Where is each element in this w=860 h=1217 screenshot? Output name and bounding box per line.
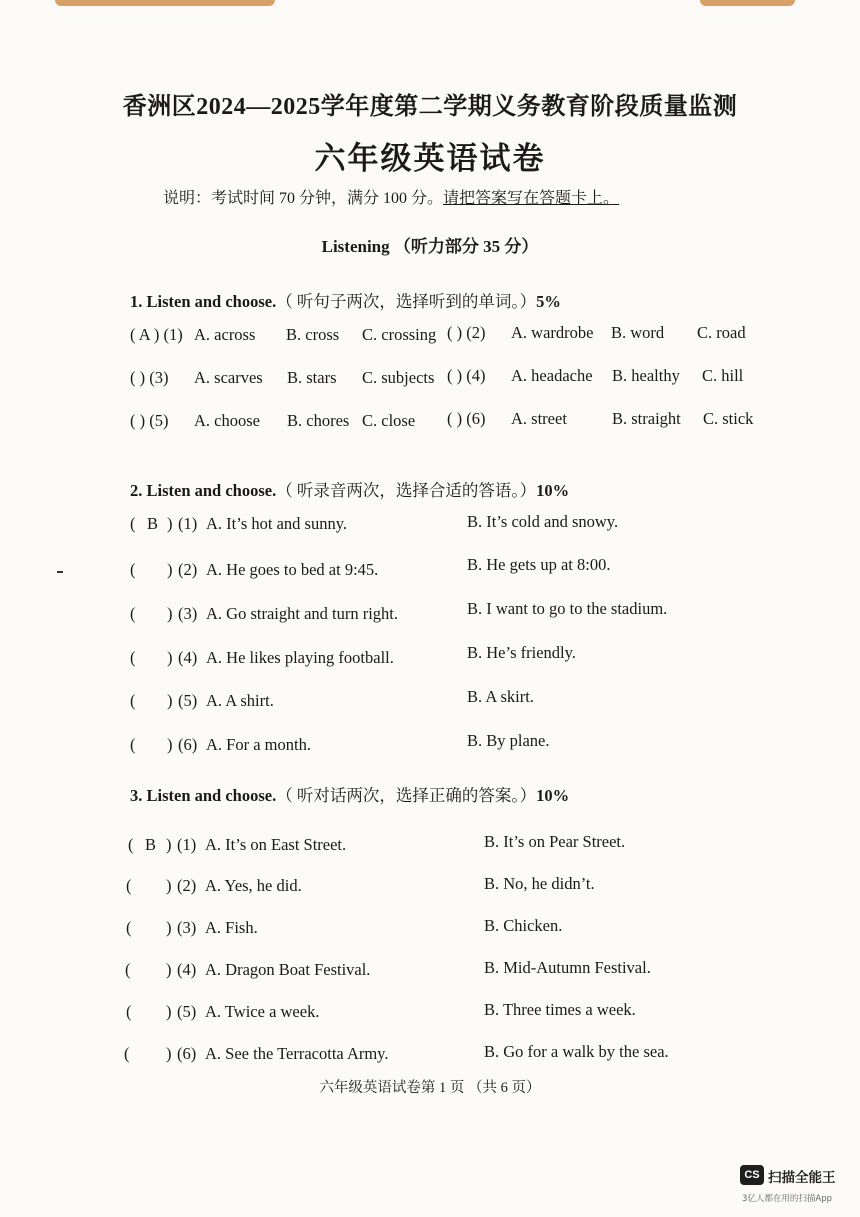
answer-close-paren: ) [166, 918, 172, 937]
section-title: Listening （听力部分 35 分） [321, 237, 539, 256]
q1-heading-en: 1. Listen and choose. [130, 292, 277, 311]
q3-option-a: A. Dragon Boat Festival. [205, 960, 371, 979]
q3-option-b: B. Three times a week. [484, 1000, 636, 1019]
answer-close-paren: ) [167, 514, 173, 533]
item-number: (6) [178, 735, 198, 754]
q1-option-a: A. headache [511, 366, 593, 385]
item-number: (6) [177, 1044, 197, 1063]
q3-option-a: A. Twice a week. [205, 1002, 320, 1021]
answer-open-paren: ( [125, 960, 131, 979]
q2-heading [130, 477, 569, 501]
item-number: (2) [178, 560, 198, 579]
page-footer: 六年级英语试卷第 1 页 （共 6 页） [319, 1080, 541, 1096]
q2-option-b: B. He’s friendly. [467, 643, 576, 662]
q2-option-b: B. He gets up at 8:00. [467, 555, 611, 574]
q1-item-paren: ( ) (2) [447, 323, 486, 342]
q1-option-a: A. across [194, 325, 256, 344]
scan-speck [57, 571, 63, 573]
answer-mark: B [147, 514, 159, 533]
scan-edge-mark [55, 0, 275, 6]
instructions-text: 说明：考试时间 70 分钟，满分 100 分。 [163, 190, 444, 207]
q1-heading [130, 288, 561, 312]
answer-open-paren: ( [130, 604, 136, 623]
q3-heading [130, 782, 569, 806]
answer-close-paren: ) [166, 960, 172, 979]
q2-option-b: B. By plane. [467, 731, 550, 750]
q3-option-a: A. Fish. [205, 918, 258, 937]
answer-close-paren: ) [166, 1044, 172, 1063]
camscanner-logo-icon: CS [740, 1165, 764, 1185]
answer-open-paren: ( [126, 1002, 132, 1021]
q1-option-c: C. close [362, 411, 416, 430]
q3-option-a: A. It’s on East Street. [205, 835, 347, 854]
answer-close-paren: ) [167, 560, 173, 579]
q1-option-c: C. hill [702, 366, 744, 385]
answer-open-paren: ( [130, 691, 136, 710]
q1-option-c: C. subjects [362, 368, 435, 387]
answer-close-paren: ) [167, 648, 173, 667]
q1-option-a: A. scarves [194, 368, 263, 387]
q2-heading-en: 2. Listen and choose. [130, 481, 277, 500]
answer-open-paren: ( [124, 1044, 130, 1063]
q1-item-paren: ( ) (5) [130, 411, 169, 430]
q2-option-a: A. He goes to bed at 9:45. [206, 560, 379, 579]
item-number: (3) [178, 604, 198, 623]
q1-option-c: C. road [697, 323, 746, 342]
answer-close-paren: ) [166, 835, 172, 854]
answer-open-paren: ( [130, 514, 136, 533]
q1-item-paren: ( ) (6) [447, 409, 486, 428]
item-number: (5) [178, 691, 198, 710]
q1-option-c: C. stick [703, 409, 754, 428]
q2-option-b: B. I want to go to the stadium. [467, 599, 668, 618]
q2-option-a: A. For a month. [206, 735, 311, 754]
answer-open-paren: ( [126, 876, 132, 895]
answer-close-paren: ) [166, 876, 172, 895]
q3-heading-cn: （ 听对话两次，选择正确的答案。） [276, 786, 537, 805]
q1-option-a: A. wardrobe [511, 323, 594, 342]
q2-heading-cn: （ 听录音两次，选择合适的答语。） [276, 481, 537, 500]
q2-option-a: A. A shirt. [206, 691, 274, 710]
q1-option-b: B. healthy [612, 366, 680, 385]
q3-option-a: A. Yes, he did. [205, 876, 302, 895]
q1-option-b: B. chores [287, 411, 350, 430]
q2-option-b: B. A skirt. [467, 687, 534, 706]
answer-open-paren: ( [128, 835, 134, 854]
q3-option-b: B. It’s on Pear Street. [484, 832, 626, 851]
q2-option-a: A. Go straight and turn right. [206, 604, 399, 623]
q3-option-b: B. Go for a walk by the sea. [484, 1042, 669, 1061]
q1-option-b: B. cross [286, 325, 340, 344]
item-number: (4) [177, 960, 197, 979]
q2-option-a: A. It’s hot and sunny. [206, 514, 348, 533]
item-number: (5) [177, 1002, 197, 1021]
q1-item-paren: ( ) (3) [130, 368, 169, 387]
instructions-underlined: 请把答案写在答题卡上。 [443, 190, 620, 207]
item-number: (1) [178, 514, 198, 533]
scan-edge-mark [700, 0, 795, 6]
q1-option-c: C. crossing [362, 325, 437, 344]
q3-percent: 10% [536, 786, 570, 805]
item-number: (3) [177, 918, 197, 937]
answer-open-paren: ( [130, 735, 136, 754]
watermark-app-name: 扫描全能王 [768, 1170, 836, 1186]
q3-option-b: B. No, he didn’t. [484, 874, 595, 893]
answer-mark: B [145, 835, 157, 854]
answer-open-paren: ( [130, 648, 136, 667]
watermark-tagline: 3亿人都在用的扫描App [742, 1194, 833, 1204]
exam-title: 香洲区2024—2025学年度第二学期义务教育阶段质量监测 [122, 94, 738, 120]
answer-open-paren: ( [130, 560, 136, 579]
q2-percent: 10% [536, 481, 570, 500]
item-number: (1) [177, 835, 197, 854]
q1-option-b: B. straight [612, 409, 681, 428]
q3-option-a: A. See the Terracotta Army. [205, 1044, 389, 1063]
answer-close-paren: ) [167, 691, 173, 710]
q1-option-b: B. stars [287, 368, 337, 387]
q1-option-a: A. choose [194, 411, 260, 430]
answer-close-paren: ) [167, 604, 173, 623]
q3-option-b: B. Chicken. [484, 916, 563, 935]
q1-heading-cn: （ 听句子两次，选择听到的单词。） [276, 292, 537, 311]
answer-close-paren: ) [166, 1002, 172, 1021]
q3-heading-en: 3. Listen and choose. [130, 786, 277, 805]
q1-item-paren: ( ) (4) [447, 366, 486, 385]
q1-option-b: B. word [611, 323, 665, 342]
answer-close-paren: ) [167, 735, 173, 754]
exam-instructions [163, 185, 619, 208]
item-number: (4) [178, 648, 198, 667]
q1-option-a: A. street [511, 409, 567, 428]
exam-subtitle: 六年级英语试卷 [314, 141, 546, 176]
q1-item-paren: ( A ) (1) [130, 325, 183, 344]
q2-option-b: B. It’s cold and snowy. [467, 512, 619, 531]
answer-open-paren: ( [126, 918, 132, 937]
q3-option-b: B. Mid-Autumn Festival. [484, 958, 651, 977]
q1-percent: 5% [536, 292, 561, 311]
q2-option-a: A. He likes playing football. [206, 648, 394, 667]
item-number: (2) [177, 876, 197, 895]
